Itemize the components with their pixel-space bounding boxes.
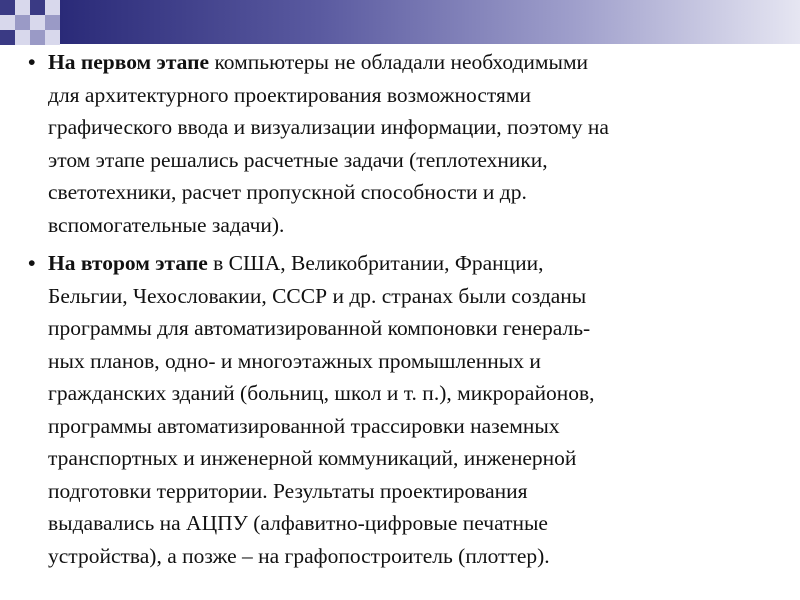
- decor-square: [0, 15, 15, 30]
- bullet-line: для архитектурного проектирования возможностями: [48, 82, 531, 107]
- bullet-first-stage: [26, 46, 746, 241]
- bullet-line: Бельгии, Чехословакии, СССР и др. странах были созданы: [48, 283, 587, 308]
- bullet-line: вспомогательные задачи).: [48, 212, 285, 237]
- decor-square: [45, 15, 60, 30]
- decor-square: [15, 30, 30, 45]
- bullet-line: в США, Великобритании, Франции,: [207, 251, 544, 275]
- bullet-lead: На втором этапе: [48, 251, 208, 275]
- bullet-line: ных планов, одно- и многоэтажных промышленных и: [48, 348, 541, 373]
- bullet-marker: •: [28, 251, 36, 275]
- bullet-line: компьютеры не обладали необходимыми: [209, 50, 589, 74]
- decor-square: [0, 30, 15, 45]
- bullet-line: программы для автоматизированной компоновки генераль-: [48, 316, 591, 340]
- header-decoration: [0, 0, 800, 44]
- decor-square: [0, 0, 15, 15]
- bullet-line: выдавались на АЦПУ (алфавитно-цифровые печатные: [48, 511, 548, 535]
- bullet-second-stage: [26, 247, 746, 572]
- decor-square: [45, 0, 60, 15]
- bullet-line: устройства), а позже – на графопостроитель (плоттер).: [48, 543, 550, 568]
- bullet-line: подготовки территории. Результаты проектирования: [48, 478, 528, 503]
- decor-square: [30, 30, 45, 45]
- bullet-line: транспортных и инженерной коммуникаций, инженерной: [48, 446, 577, 470]
- bullet-lead: На первом этапе: [48, 50, 210, 74]
- decor-square: [45, 30, 60, 45]
- bullet-line: программы автоматизированной трассировки наземных: [48, 413, 560, 438]
- bullet-marker: •: [28, 50, 36, 74]
- slide-body: [26, 46, 746, 572]
- decor-square: [30, 15, 45, 30]
- header-gradient-bar: [60, 0, 800, 44]
- bullet-line: светотехники, расчет пропускной способности и др.: [48, 180, 527, 204]
- decor-square: [15, 0, 30, 15]
- bullet-line: этом этапе решались расчетные задачи (теплотехники,: [48, 147, 548, 172]
- decor-square: [15, 15, 30, 30]
- bullet-line: графического ввода и визуализации информации, поэтому на: [48, 115, 609, 139]
- bullet-line: гражданских зданий (больниц, школ и т. п.), микрорайонов,: [48, 381, 595, 405]
- decor-square: [30, 0, 45, 15]
